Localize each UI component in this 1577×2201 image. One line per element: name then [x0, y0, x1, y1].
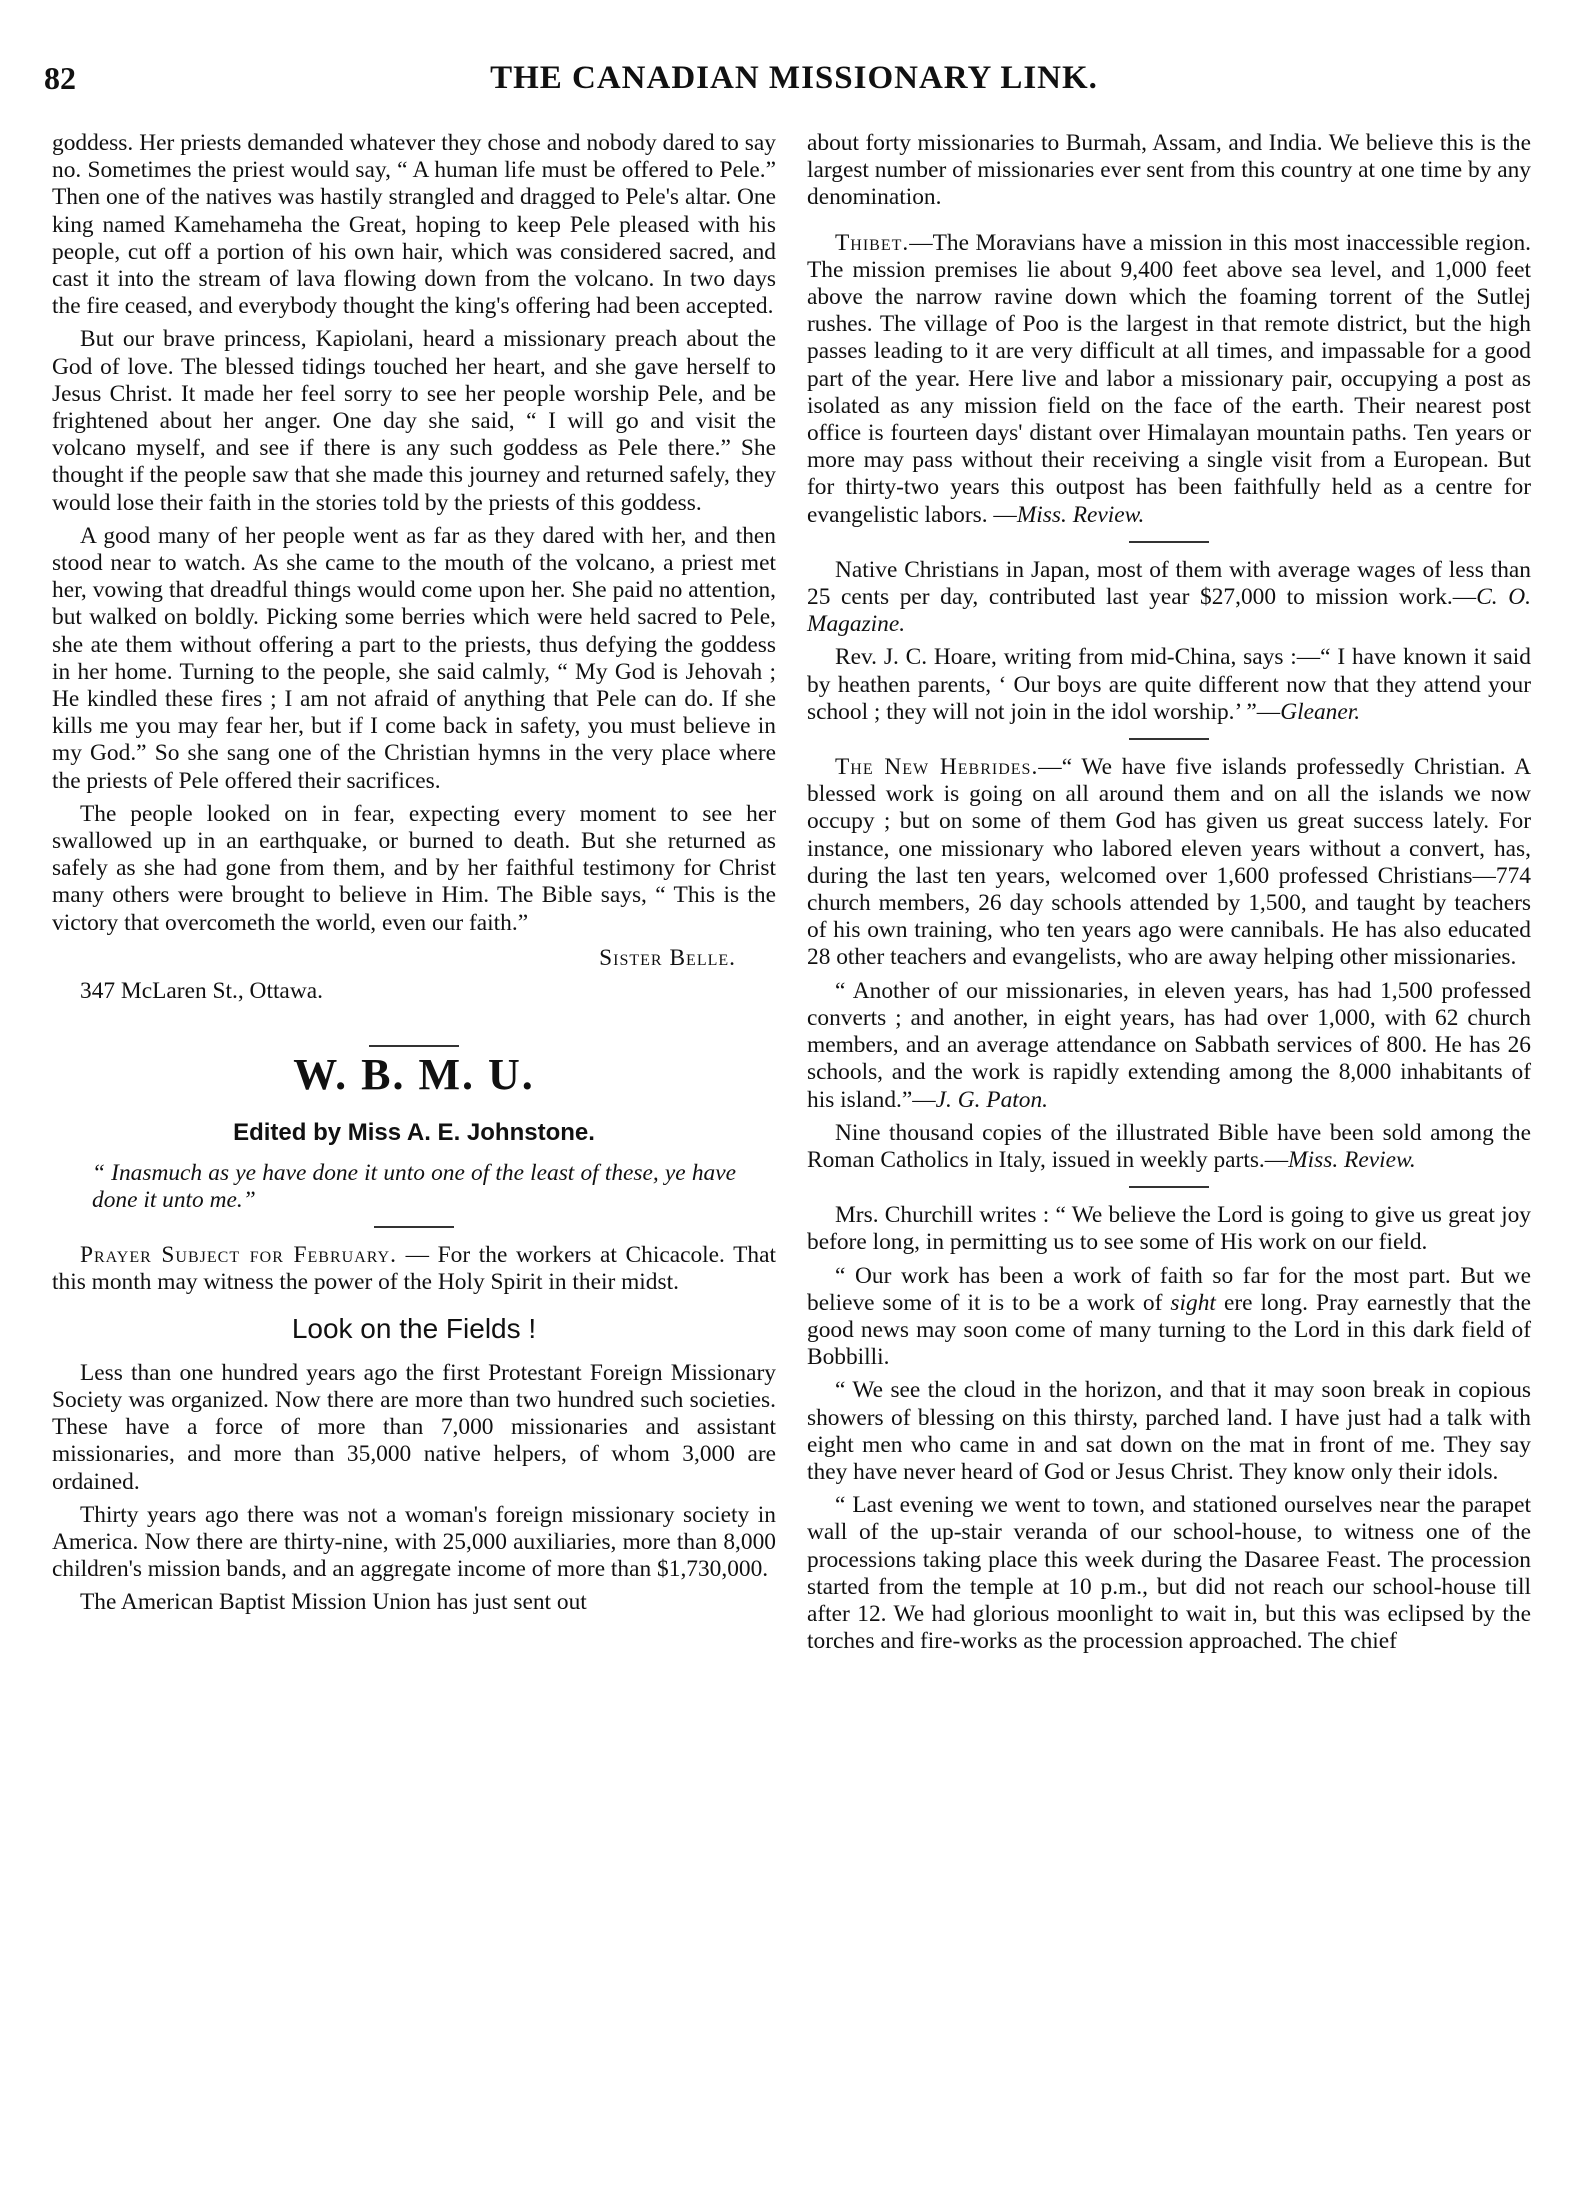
- paragraph: about forty missionaries to Burmah, Assam, and India. We believe this is the largest number of missionaries ever sent from this country at one time by any denomination.: [807, 130, 1531, 211]
- bible-paragraph: [807, 1120, 1531, 1174]
- article-heading: Look on the Fields !: [291, 1312, 537, 1344]
- journal-title: THE CANADIAN MISSIONARY LINK.: [490, 60, 1098, 96]
- paton-paragraph: [807, 978, 1531, 1114]
- hoare-paragraph: [807, 644, 1531, 726]
- prayer-text: — For the workers at Chicacole. That this month may witness the power of the Holy Spirit in their midst.: [52, 1242, 776, 1296]
- hoare-text: Rev. J. C. Hoare, writing from mid-China, says :—“ I have known it said by heathen parents, ‘ Our boys are quite different now that they attend your school ; they will not join in the idol worship.’ ”—: [807, 644, 1531, 725]
- paragraph: A good many of her people went as far as they dared with her, and then stood near to watch. As she came to the mouth of the volcano, a priest met her, vowing that dreadful things would come upon her. She paid no attention, but walked on boldly. Picking some berries which were held sacred to Pele, she ate them without offering a part to the priests, thus defying the goddess in her home. Turning to the people, she said calmly, “ My God is Jehovah ; He kindled these fires ; I am not afraid of anything that Pele can do. If she kills me you may fear her, but if I come back in safety, you must believe in my God.” So she sang one of the Christian hymns in the very place where the priests of Pele offered their sacrifices.: [52, 522, 776, 794]
- source-citation: C. O. Magazine.: [807, 584, 1531, 638]
- source-citation: Miss. Review.: [1016, 501, 1145, 528]
- divider: [374, 1226, 454, 1228]
- paragraph: Mrs. Churchill writes : “ We believe the Lord is going to give us great joy before long, in permitting us to see some of His work on our field.: [807, 1202, 1531, 1256]
- paragraph: [807, 1263, 1531, 1372]
- address: 347 McLaren St., Ottawa.: [80, 978, 323, 1005]
- church-text-b: ere long. Pray earnestly that the good news may soon come of many turning to the Lord in this dark field of Bobbilli.: [807, 1289, 1531, 1371]
- thibet-text: —The Moravians have a mission in this most inaccessible region. The mission premises lie about 9,400 feet above sea level, and 1,000 feet above the narrow ravine down which the foaming torrent of the Sutlej rushes. The village of Poo is the largest in that remote district, but the high passes leading to it are very difficult at all times, and impassable for a good part of the year. Here live and labor a missionary pair, occupying a post as isolated as any mission field on the face of the earth. Their nearest post office is fourteen days' distant over Himalayan mountain paths. Ten years or more may pass without their receiving a single visit from a European. But for thirty-two years this outpost has been faithfully held as a centre for evangelistic labors. —: [807, 229, 1531, 528]
- hebrides-label: The New Hebrides.: [835, 754, 1039, 781]
- thibet-label: Thibet.: [835, 229, 910, 256]
- hebrides-text: —“ We have five islands professedly Christian. A blessed work is going on all around them and on all the islands we now occupy ; but on some of them God has given us great success lately. For instance, one missionary who labored eleven years without a convert, has, during the last ten years, welcomed over 1,600 professed Christians—774 church members, 26 day schools attended by 1,500, and taught by teachers of his own training, who ten years ago were cannibals. He has also educated 28 other teachers and evangelists, who are away helping other missionaries.: [807, 754, 1531, 971]
- paragraph: But our brave princess, Kapiolani, heard a missionary preach about the God of love. The blessed tidings touched her heart, and she gave herself to Jesus Christ. It made her feel sorry to see her people worship Pele, and be frightened about her anger. One day she said, “ I will go and visit the volcano myself, and see if there is any such goddess as Pele there.” She thought if the people saw that she made this journey and returned safely, they would lose their faith in the stories told by the priests of this goddess.: [52, 326, 776, 516]
- page-number: 82: [44, 60, 76, 96]
- divider: [1129, 541, 1209, 543]
- prayer-subject: [52, 1242, 776, 1296]
- paragraph: The people looked on in fear, expecting every moment to see her swallowed up in an earthquake, or burned to death. But she returned as safely as she had gone from them, and by her faithful testimony for Christ many others were brought to believe in Him. The Bible says, “ This is the victory that overcometh the world, even our faith.”: [52, 800, 776, 936]
- left-column: [52, 130, 776, 1623]
- thibet-paragraph: [807, 230, 1531, 529]
- sight-word: sight: [1170, 1289, 1216, 1316]
- page-header: [44, 60, 1544, 110]
- paragraph: goddess. Her priests demanded whatever they chose and nobody dared to say no. Sometimes the priest would say, “ A human life must be offered to Pele.” Then one of the natives was hastily strangled and dragged to Pele's altar. One king named Kamehameha the Great, hoping to keep Pele pleased with his people, cut off a portion of his own hair, which was considered sacred, and cast it into the stream of lava flowing down from the volcano. In two days the fire ceased, and everybody thought the king's offering had been accepted.: [52, 130, 776, 320]
- source-citation: Gleaner.: [1280, 698, 1361, 725]
- japan-text: Native Christians in Japan, most of them with average wages of less than 25 cents per day, contributed last year $27,000 to mission work.—: [807, 556, 1531, 611]
- section-title: W. B. M. U.: [293, 1050, 535, 1100]
- right-column: [807, 130, 1531, 1661]
- paragraph: “ We see the cloud in the horizon, and that it may soon break in copious showers of blessing on this thirsty, parched land. I have just had a talk with eight men who came in and sat down on the mat in front of me. They say they have never heard of God or Jesus Christ. They know only their idols.: [807, 1377, 1531, 1485]
- paragraph: Less than one hundred years ago the first Protestant Foreign Missionary Society was organized. Now there are more than two hundred such societies. These have a force of more than 7,000 missionaries and assistant missionaries, and more than 35,000 native helpers, of whom 3,000 are ordained.: [52, 1359, 776, 1495]
- editor-line: Edited by Miss A. E. Johnstone.: [233, 1118, 595, 1146]
- paton-text: “ Another of our missionaries, in eleven years, has had 1,500 professed converts ; and another, in eight years, has had over 1,000, with 62 church members, and an average attendance on Sabbath services of 800. He has 26 schools, and the work is rapidly extending among the 8,000 inhabitants of his island.”—: [807, 977, 1531, 1113]
- spacer: [807, 218, 1531, 230]
- divider: [1129, 1186, 1209, 1188]
- divider: [1129, 738, 1209, 740]
- church-text-a: “ Our work has been a work of faith so far for the most part. But we believe some of it is to be a work of: [807, 1262, 1531, 1316]
- motto: “ Inasmuch as ye have done it unto one of the least of these, ye have done it unto me.”: [92, 1159, 736, 1213]
- source-citation: J. G. Paton.: [935, 1086, 1049, 1113]
- prayer-label: Prayer Subject for February.: [80, 1242, 397, 1269]
- japan-paragraph: [807, 557, 1531, 639]
- signature: Sister Belle.: [599, 944, 736, 971]
- hebrides-paragraph: [807, 754, 1531, 972]
- paragraph: “ Last evening we went to town, and stationed ourselves near the parapet wall of the up-stair veranda of our school-house, to witness one of the processions taking place this week during the Dasaree Feast. The procession started from the temple at 10 p.m., but did not reach our school-house till after 12. We had glorious moonlight to wait in, but this was eclipsed by the torches and fire-works as the procession approached. The chief: [807, 1492, 1531, 1655]
- source-citation: Miss. Review.: [1288, 1146, 1416, 1173]
- paragraph: The American Baptist Mission Union has just sent out: [80, 1589, 587, 1616]
- bible-text: Nine thousand copies of the illustrated Bible have been sold among the Roman Catholics in Italy, issued in weekly parts.—: [807, 1119, 1531, 1173]
- divider: [369, 1045, 459, 1047]
- paragraph: Thirty years ago there was not a woman's foreign missionary society in America. Now there are thirty-nine, with 25,000 auxiliaries, more than 8,000 children's mission bands, and an aggregate income of more than $1,730,000.: [52, 1501, 776, 1583]
